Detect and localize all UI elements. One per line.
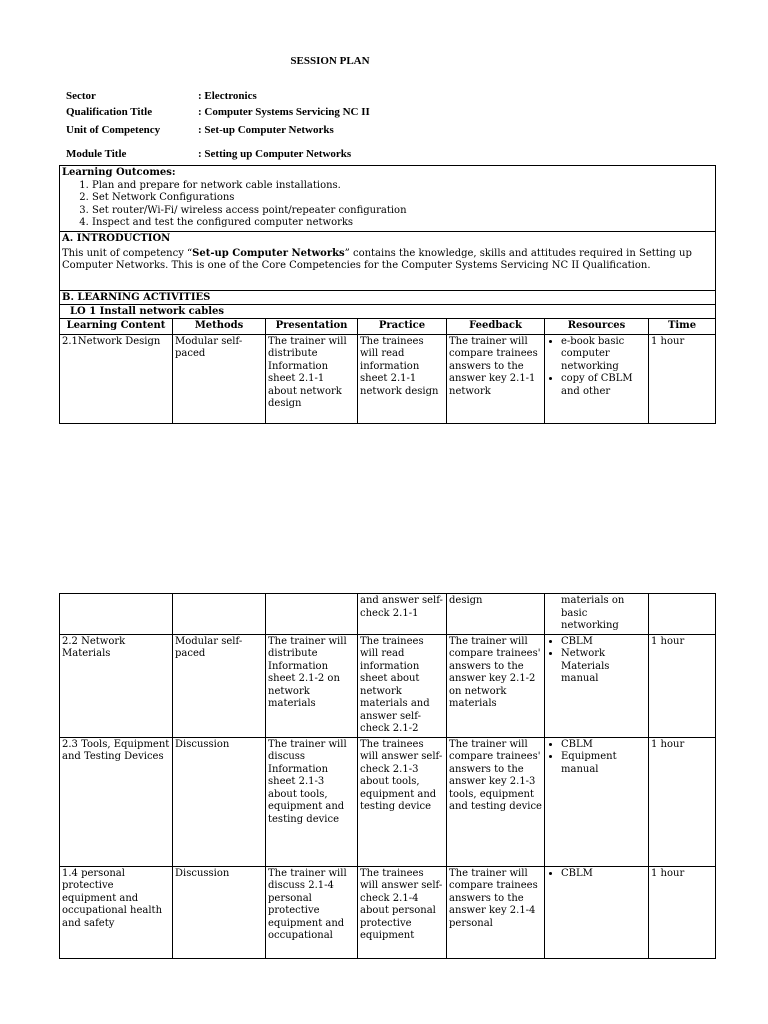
list-item: 1. Plan and prepare for network cable installations. [92, 180, 713, 193]
list-item: 3. Set router/Wi-Fi/ wireless access point/repeater configuration [92, 205, 713, 218]
cell-presentation: The trainer will discuss 2.1-4 personal protective equipment and occupational [266, 866, 358, 958]
cell-content: 2.1Network Design [60, 334, 173, 423]
list-item: • copy of CBLM and other [561, 373, 646, 398]
meta-module-title: Module Title : Setting up Computer Networks [66, 148, 352, 160]
list-item: 4. Inspect and test the configured computer networks [92, 217, 713, 230]
lo-heading: LO 1 Install network cables [60, 305, 716, 319]
cell-methods: Modular self-paced [173, 334, 266, 423]
meta-qualification: Qualification Title : Computer Systems Servicing NC II [66, 106, 370, 118]
cell-feedback: The trainer will compare trainees answers to the answer key 2.1-4 personal [447, 866, 545, 958]
introduction-row [60, 232, 716, 291]
session-plan-table-part1 [59, 165, 716, 424]
cell-resources [545, 634, 649, 737]
cell-methods: Discussion [173, 737, 266, 866]
introduction-heading: A. INTRODUCTION [62, 233, 171, 244]
list-item: 2. Set Network Configurations [92, 192, 713, 205]
cell-content: 2.2 Network Materials [60, 634, 173, 737]
cell-feedback: The trainer will compare trainees' answers to the answer key 2.1-3 tools, equipment and testing device [447, 737, 545, 866]
meta-sector: Sector : Electronics [66, 90, 257, 102]
page-title: SESSION PLAN [290, 55, 370, 67]
cell-time: 1 hour [649, 334, 716, 423]
cell-resources [545, 737, 649, 866]
column-header-resources: Resources [545, 319, 649, 335]
cell-feedback: The trainer will compare trainees' answers to the answer key 2.1-2 on network materials [447, 634, 545, 737]
column-header-presentation: Presentation [266, 319, 358, 335]
column-header-methods: Methods [173, 319, 266, 335]
list-item: • CBLM [561, 868, 646, 881]
cell-content [60, 594, 173, 635]
cell-methods: Discussion [173, 866, 266, 958]
column-header-learning-content: Learning Content [60, 319, 173, 335]
cell-feedback: design [447, 594, 545, 635]
cell-methods [173, 594, 266, 635]
cell-practice: The trainees will answer self-check 2.1-3 about tools, equipment and testing device [358, 737, 447, 866]
learning-outcomes-label: Learning Outcomes: [62, 167, 176, 178]
cell-content: 1.4 personal protective equipment and occupational health and safety [60, 866, 173, 958]
cell-time: 1 hour [649, 737, 716, 866]
cell-feedback: The trainer will compare trainees answers to the answer key 2.1-1 network [447, 334, 545, 423]
cell-presentation [266, 594, 358, 635]
learning-activities-heading-row [60, 291, 716, 305]
table-row [60, 594, 716, 635]
list-item: • Equipment manual [561, 751, 646, 776]
cell-practice: The trainees will read information sheet 2.1-1 network design [358, 334, 447, 423]
session-plan-table-part2 [59, 593, 716, 959]
list-item: • CBLM [561, 739, 646, 752]
list-item: • Network Materials manual [561, 648, 646, 686]
cell-practice: The trainees will read information sheet about network materials and answer self-check 2.1-2 [358, 634, 447, 737]
learning-outcomes-list [62, 180, 713, 230]
table-row [60, 334, 716, 423]
cell-resources: materials on basic networking [545, 594, 649, 635]
cell-methods: Modular self-paced [173, 634, 266, 737]
cell-presentation: The trainer will distribute Information sheet 2.1-2 on network materials [266, 634, 358, 737]
column-header-time: Time [649, 319, 716, 335]
cell-practice: The trainees will answer self-check 2.1-4 about personal protective equipment [358, 866, 447, 958]
cell-presentation: The trainer will distribute Information sheet 2.1-1 about network design [266, 334, 358, 423]
cell-time [649, 594, 716, 635]
cell-content: 2.3 Tools, Equipment and Testing Devices [60, 737, 173, 866]
table-row [60, 737, 716, 866]
cell-resources [545, 334, 649, 423]
introduction-text: This unit of competency “Set-up Computer Networks” contains the knowledge, skills and attitudes required in Setting up Computer Networks. This is one of the Core Competencies for the Computer Systems Servicing NC II Qualification. [62, 247, 692, 271]
column-header-practice: Practice [358, 319, 447, 335]
cell-time: 1 hour [649, 866, 716, 958]
list-item: • CBLM [561, 636, 646, 649]
table-row [60, 634, 716, 737]
learning-outcomes-row [60, 166, 716, 232]
lo-heading-row [60, 305, 716, 319]
list-item: • e-book basic computer networking [561, 336, 646, 374]
cell-time: 1 hour [649, 634, 716, 737]
column-header-feedback: Feedback [447, 319, 545, 335]
cell-practice: and answer self- check 2.1-1 [358, 594, 447, 635]
cell-resources [545, 866, 649, 958]
cell-presentation: The trainer will discuss Information sheet 2.1-3 about tools, equipment and testing device [266, 737, 358, 866]
learning-activities-heading: B. LEARNING ACTIVITIES [60, 291, 716, 305]
table-row [60, 866, 716, 958]
column-header-row [60, 319, 716, 335]
meta-unit-of-competency: Unit of Competency : Set-up Computer Networks [66, 124, 334, 136]
